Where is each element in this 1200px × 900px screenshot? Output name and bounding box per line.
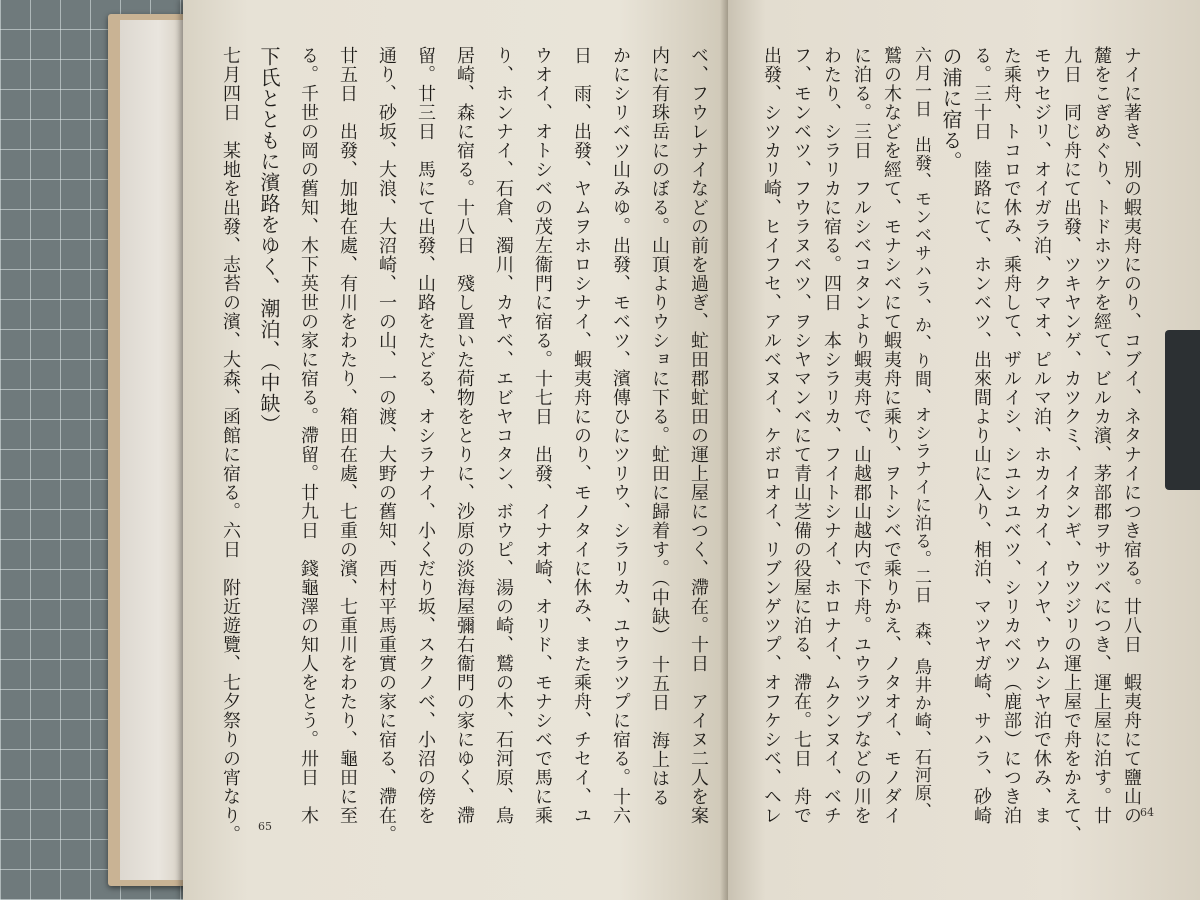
left-text-column: 廿五日 出發、加地在處、有川をわたり、箱田在處、七重の濱、七重川をわたり、龜田に至 [337, 46, 358, 825]
left-text-column: 七月四日 某地を出發、志苔の濱、大森、函館に宿る。六日 附近遊覽、七夕祭りの宵なり。 [220, 46, 241, 844]
left-text-column: り、ホンナイ、石倉、濁川、カヤベ、エビヤコタン、ボウピ、湯の崎、鷲の木、石河原、鳥 [493, 46, 514, 825]
left-text-column: 内に有珠岳にのぼる。山頂よりウショに下る。虻田に歸着す。（中缺） 十五日 海上はる [649, 46, 670, 807]
right-page [728, 0, 1200, 900]
right-text-column: 六月一日 出發、モンベサハラ、か、り間、オシラナイに泊る。二日 森、鳥井か崎、石河原、 [911, 46, 931, 820]
dark-object-edge [1165, 330, 1200, 490]
right-text-column: の浦に宿る。 [939, 46, 963, 172]
left-text-column: 下氏とともに濱路をゆく、潮泊、（中缺） [257, 46, 281, 435]
right-text-column: 出發、シツカリ崎、ヒイフセ、アルベヌイ、ケボロオイ、リブンゲツプ、オフケシベ、ヘレ [761, 46, 782, 825]
left-text-column: る。千世の岡の舊知、木下英世の家に宿る。滯留。廿九日 錢龜澤の知人をとう。卅日 木 [298, 46, 319, 825]
right-text-column: に泊る。三日 フルシベコタンより蝦夷舟で、山越郡山越内で下舟。ユウラツプなどの川を [851, 46, 872, 825]
left-text-column: 留。廿三日 馬にて出發、山路をたどる、オシラナイ、小くだり坂、スクノベ、小沼の傍を [415, 46, 436, 825]
right-text-column: わたり、シラリカに宿る。四日 本シラリカ、フイトシナイ、ホロナイ、ムクンヌイ、ベチ [821, 46, 842, 825]
right-text-column: モウセジリ、オイガラ泊、クマオ、ピルマ泊、ホカイカイ、イソヤ、ウムシヤ泊で休み、ま [1031, 46, 1052, 825]
left-text-column: ウオイ、オトシベの茂左衞門に宿る。十七日 出發、イナオ崎、オリド、モナシベで馬に乘 [532, 46, 553, 825]
right-text-column: 麓をこぎめぐり、トドホツケを經て、ビルカ濱、茅部郡ヲサツベにつき、運上屋に泊す。廿 [1091, 46, 1112, 825]
left-text-column: かにシリベツ山みゆ。出發、モベツ、濱傳ひにツリウ、シラリカ、ユウラツプに宿る。十六 [610, 46, 631, 825]
right-text-column: 鷲の木などを經て、モナシベにて蝦夷舟に乘り、ヲトシベで乘りかえ、ノタオイ、モノダイ [881, 46, 902, 825]
left-text-column: 通り、砂坂、大浪、大沼崎、一の山、一の渡、大野の舊知、西村平馬重實の家に宿る、滯在。 [376, 46, 397, 844]
left-text-column: 居崎、森に宿る。十八日 殘し置いた荷物をとりに、沙原の淡海屋彌右衞門の家にゆく、滯 [454, 46, 475, 825]
right-text-column: 九日 同じ舟にて出發、ツキヤンゲ、カツクミ、イタンギ、ウツジリの運上屋で舟をかえて、 [1061, 46, 1082, 844]
right-text-column: フ、モンベツ、フウラヌベツ、ヲシヤマンベにて青山芝備の役屋に泊る、滯在。七日 舟で [791, 46, 812, 825]
page-number: 65 [258, 820, 272, 833]
book-endpaper [120, 20, 184, 880]
left-text-column: 日 雨、出發、ヤムヲホロシナイ、蝦夷舟にのり、モノタイに休み、また乘舟、チセイ、ユ [571, 46, 592, 825]
left-text-column: ベ、フウレナイなどの前を過ぎ、虻田郡虻田の運上屋につく、滯在。十日 アイヌ二人を案 [688, 46, 709, 825]
right-text-column: る。三十日 陸路にて、ホンベツ、出來間より山に入り、相泊、マツヤガ崎、サハラ、砂崎 [971, 46, 992, 825]
right-text-column: ナイに著き、別の蝦夷舟にのり、コブイ、ネタナイにつき宿る。廿八日 蝦夷舟にて鹽山の [1121, 46, 1142, 825]
right-text-column: た乘舟、トコロで休み、乘舟して、ザルイシ、シユシユベツ、シリカベツ（鹿部）につき泊 [1001, 46, 1022, 825]
left-page [183, 0, 728, 900]
page-number: 64 [1140, 806, 1154, 819]
